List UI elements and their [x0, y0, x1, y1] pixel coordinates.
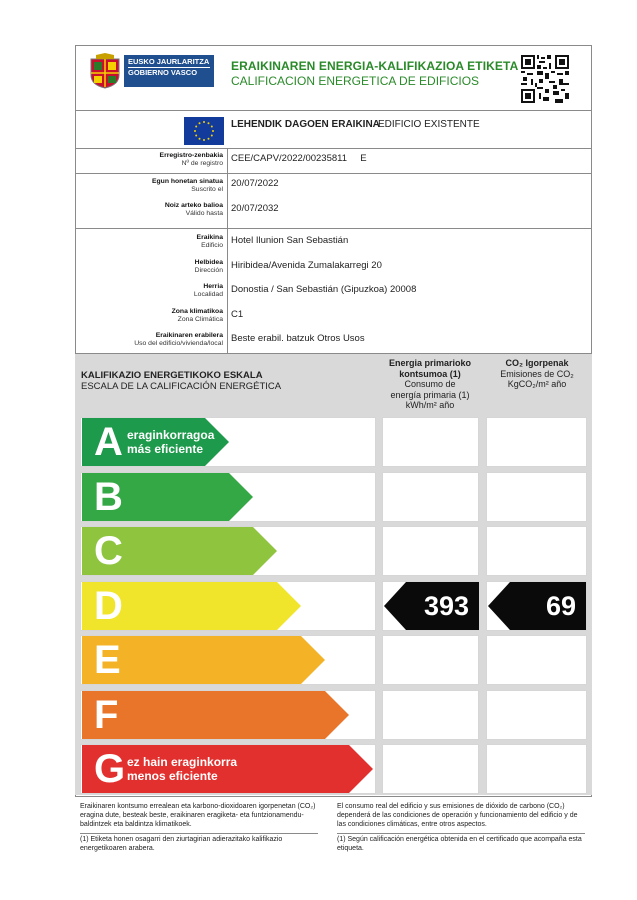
class-letter: D — [94, 584, 123, 628]
qr-code-icon[interactable] — [521, 55, 569, 103]
co2-cell — [486, 526, 587, 576]
scale-title-es: ESCALA DE LA CALIFICACIÓN ENERGÉTICA — [81, 381, 282, 392]
footer-ref-es: (1) Según calificación energética obtenida en el certificado que acompaña esta etiqueta. — [337, 836, 582, 852]
valid-label: Noiz arteko balioa Válido hasta — [164, 202, 223, 217]
zone-value: C1 — [231, 309, 244, 320]
class-caption — [127, 428, 214, 456]
co2-header: CO₂ Igorpenak Emisiones de CO₂ KgCO₂/m² año — [500, 358, 574, 389]
signed-date: 20/07/2022 — [231, 178, 279, 189]
primary-energy-header: Energia primarioko kontsumoa (1) Consumo de energía primaria (1) kWh/m² año — [388, 358, 472, 410]
co2-cell — [486, 417, 587, 467]
valid-date: 20/07/2032 — [231, 203, 279, 214]
title-spanish: CALIFICACION ENERGETICA DE EDIFICIOS — [231, 74, 480, 88]
town-label: Herria Localidad — [193, 283, 223, 298]
registry-label: Erregistro-zenbakia Nº de registro — [159, 152, 223, 167]
co2-cell — [486, 744, 587, 794]
primary-energy-cell — [382, 690, 479, 740]
org-name-es: GOBIERNO VASCO — [128, 68, 198, 77]
town-value: Donostia / San Sebastián (Gipuzkoa) 20008 — [231, 284, 417, 295]
co2-cell — [486, 690, 587, 740]
class-letter: C — [94, 529, 123, 573]
eu-flag-icon — [184, 117, 224, 145]
energy-class-b-arrow — [82, 473, 253, 521]
co2-rating-value: 69 — [545, 591, 576, 621]
registry-number: CEE/CAPV/2022/00235811 E — [231, 153, 367, 164]
footer-note-eu: Eraikinaren kontsumo errealean eta karbono-dioxidoaren igorpenetan (CO₂) eragina dute, besteak beste, eraikinaren eragiketa- eta funtzionamendu-baldintzek eta baldintza klimatikoek. — [80, 803, 316, 828]
class-caption-es: más eficiente — [127, 442, 204, 456]
address-value: Hiribidea/Avenida Zumalakarregi 20 — [231, 260, 382, 271]
use-label: Eraikinaren erabilera Uso del edificio/vivienda/local — [134, 332, 223, 347]
use-value: Beste erabil. batzuk Otros Usos — [231, 333, 365, 344]
footer-note-es: El consumo real del edificio y sus emisiones de dióxido de carbono (CO₂) dependerá de las condiciones de operación y funcionamiento del edificio y de las condiciones climáticas, entre otros aspectos. — [337, 803, 578, 828]
signed-label: Egun honetan sinatua Suscrito el — [152, 178, 223, 193]
primary-energy-cell — [382, 417, 479, 467]
class-letter: F — [94, 693, 119, 737]
class-caption — [127, 755, 237, 783]
building-name: Hotel Ilunion San Sebastián — [231, 235, 349, 246]
energy-class-e-arrow — [82, 636, 325, 684]
class-letter: A — [94, 420, 123, 464]
title-basque: ERAIKINAREN ENERGIA-KALIFIKAZIOA ETIKETA — [231, 59, 519, 73]
energy-class-a-arrow — [82, 418, 229, 466]
org-name-eu: EUSKO JAURLARITZA — [128, 57, 210, 66]
footer-ref-eu: (1) Etiketa honen osagarri den ziurtagirian adierazitako kalifikazio energetikoaren arabera. — [80, 836, 283, 852]
energy-class-d-arrow — [82, 582, 301, 630]
primary-energy-rating-arrow — [384, 582, 479, 630]
class-caption-eu: ez hain eraginkorra — [127, 755, 238, 769]
address-label: Helbidea Dirección — [194, 259, 223, 274]
class-letter: E — [94, 638, 121, 682]
primary-energy-cell — [382, 472, 479, 522]
primary-energy-cell — [382, 744, 479, 794]
co2-rating-arrow — [488, 582, 586, 630]
scale-title-eu: KALIFIKAZIO ENERGETIKOKO ESKALA — [81, 370, 263, 381]
energy-class-f-arrow — [82, 691, 349, 739]
primary-energy-rating-value: 393 — [423, 591, 469, 621]
building-type-es: EDIFICIO EXISTENTE — [378, 119, 480, 130]
building-type-eu: LEHENDIK DAGOEN ERAIKINA — [231, 119, 380, 130]
class-letter: G — [94, 747, 126, 791]
primary-energy-cell — [382, 635, 479, 685]
energy-class-g-arrow — [82, 745, 373, 793]
primary-energy-cell — [382, 526, 479, 576]
co2-cell — [486, 472, 587, 522]
energy-class-c-arrow — [82, 527, 277, 575]
zone-label: Zona klimatikoa Zona Climática — [171, 308, 223, 323]
coat-of-arms-icon — [88, 53, 122, 89]
class-arrow-shape — [82, 691, 349, 739]
class-caption-eu: eraginkorragoa — [127, 428, 215, 442]
gobierno-vasco-logo — [88, 53, 216, 89]
class-letter: B — [94, 475, 123, 519]
building-label: Eraikina Edificio — [196, 234, 223, 249]
class-caption-es: menos eficiente — [127, 769, 218, 783]
co2-cell — [486, 635, 587, 685]
